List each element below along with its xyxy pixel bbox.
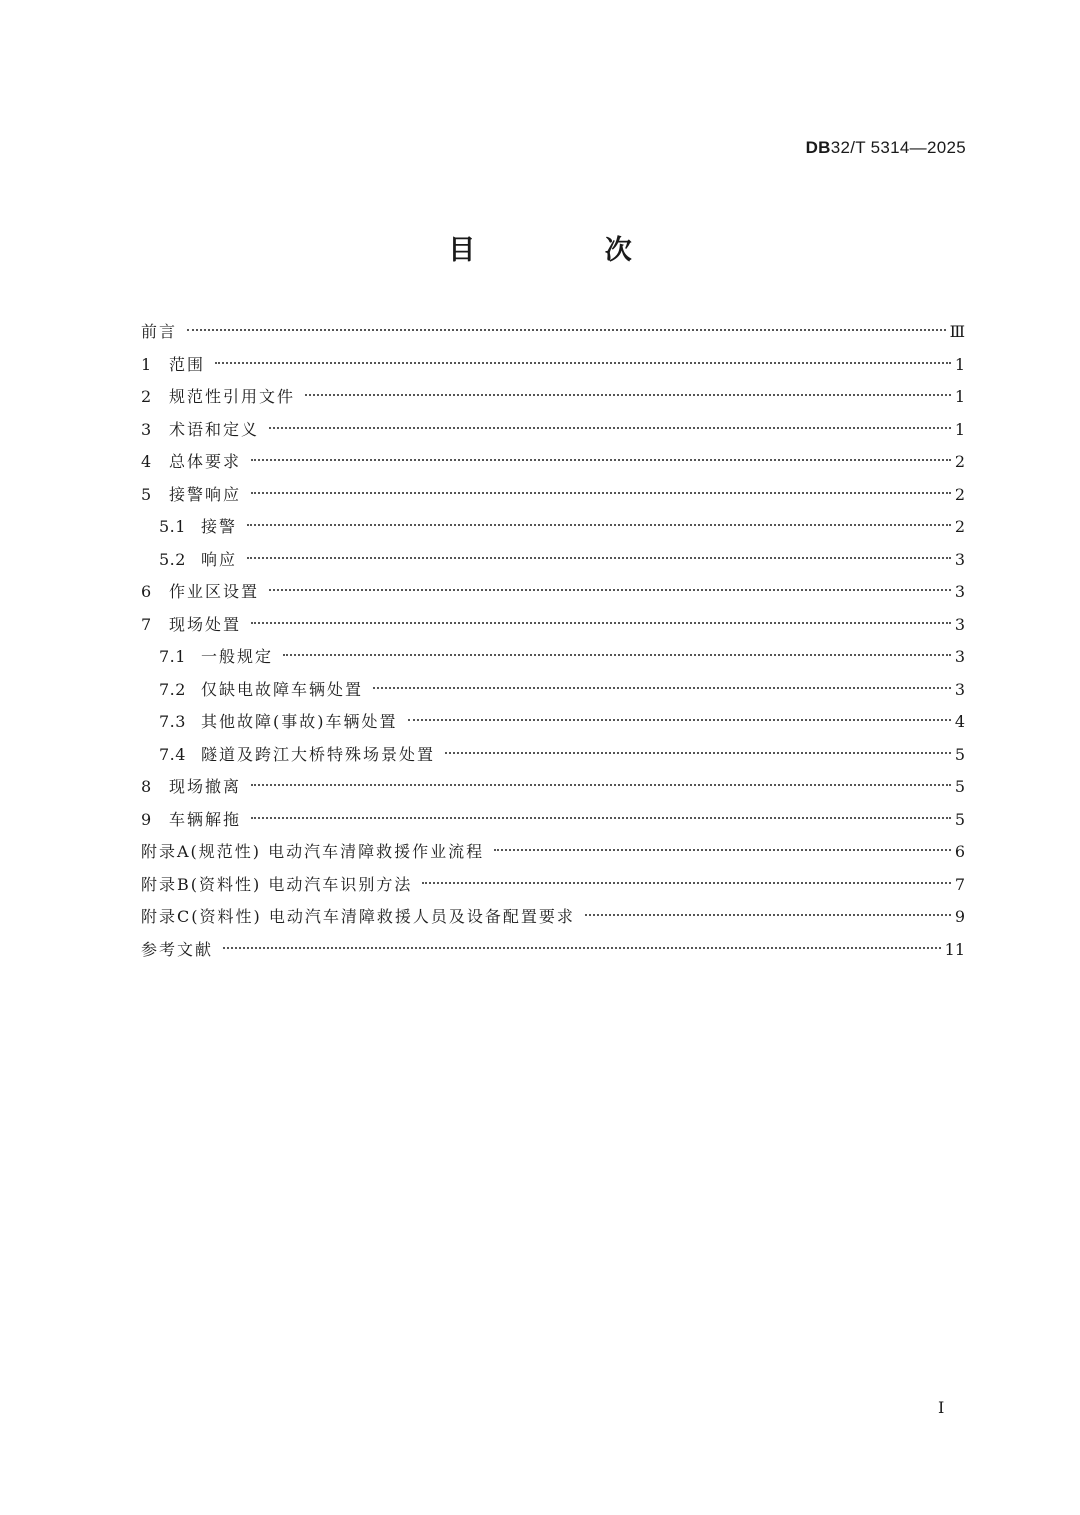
toc-entry-page: 3 — [954, 549, 965, 569]
toc-entry-page: 2 — [954, 484, 965, 504]
toc-entry-page: 3 — [954, 679, 965, 699]
toc-entry-page: 2 — [954, 517, 965, 536]
toc-entry[interactable] — [141, 609, 965, 642]
toc-entry-label: 术语和定义 — [169, 419, 260, 439]
toc-entry[interactable] — [141, 641, 965, 674]
toc-entry[interactable] — [141, 544, 965, 577]
toc-entry[interactable] — [141, 479, 965, 512]
toc-entry-page: 2 — [954, 452, 965, 471]
toc-entry-number: 5 — [141, 484, 152, 504]
toc-entry-page: 1 — [954, 387, 965, 406]
toc-entry-number: 7.1 — [159, 647, 186, 666]
toc-dot-leader — [494, 849, 951, 851]
toc-entry[interactable] — [141, 771, 965, 804]
toc-entry-label: 附录A(规范性) 电动汽车清障救援作业流程 — [141, 842, 485, 861]
toc-dot-leader — [251, 459, 951, 461]
toc-dot-leader — [422, 882, 950, 884]
toc-entry-number: 5.1 — [159, 517, 186, 536]
toc-entry-number: 7.3 — [159, 712, 186, 731]
toc-entry-page: 3 — [954, 582, 965, 601]
toc-entry[interactable] — [141, 901, 965, 934]
toc-entry[interactable] — [141, 706, 965, 739]
toc-entry[interactable] — [141, 934, 965, 967]
toc-dot-leader — [247, 524, 951, 526]
toc-entry-page: Ⅲ — [949, 322, 965, 341]
toc-entry-page: 1 — [954, 354, 965, 374]
toc-entry-label: 仅缺电故障车辆处置 — [201, 679, 364, 699]
toc-entry-page: 3 — [954, 614, 965, 634]
toc-dot-leader — [305, 394, 951, 396]
toc-entry-page: 7 — [954, 874, 965, 894]
toc-entry-label: 一般规定 — [201, 647, 274, 666]
toc-entry[interactable] — [141, 446, 965, 479]
toc-entry-number: 3 — [141, 419, 152, 439]
toc-dot-leader — [251, 784, 951, 786]
toc-entry-number: 1 — [141, 354, 152, 374]
toc-entry-number: 7.4 — [159, 744, 186, 764]
toc-entry[interactable] — [141, 739, 965, 772]
toc-entry-label: 隧道及跨江大桥特殊场景处置 — [201, 744, 436, 764]
toc-entry[interactable] — [141, 836, 965, 869]
page-title: 目 次 — [448, 235, 692, 266]
toc-entry-label: 现场处置 — [169, 614, 242, 634]
toc-entry[interactable] — [141, 804, 965, 837]
toc-dot-leader — [269, 427, 951, 429]
toc-entry[interactable] — [141, 316, 965, 349]
page-number: I — [938, 1398, 945, 1417]
toc-entry[interactable] — [141, 674, 965, 707]
toc-entry-label: 附录C(资料性) 电动汽车清障救援人员及设备配置要求 — [141, 907, 575, 926]
toc-entry-label: 接警响应 — [169, 484, 242, 504]
toc-entry[interactable] — [141, 349, 965, 382]
toc-entry-label: 接警 — [201, 517, 238, 536]
toc-entry-label: 车辆解拖 — [169, 809, 242, 829]
toc-entry-number: 9 — [141, 809, 152, 829]
toc-dot-leader — [223, 947, 941, 949]
toc-dot-leader — [373, 687, 951, 689]
table-of-contents — [141, 316, 965, 966]
document-code-prefix: DB — [805, 138, 831, 157]
toc-entry[interactable] — [141, 414, 965, 447]
toc-entry-page: 11 — [944, 939, 965, 959]
document-code — [806, 138, 966, 158]
toc-entry-label: 参考文献 — [141, 939, 214, 959]
document-code-number: 32/T 5314—2025 — [830, 138, 966, 157]
toc-dot-leader — [269, 589, 951, 591]
toc-dot-leader — [247, 557, 951, 559]
toc-entry-number: 2 — [141, 387, 152, 406]
toc-entry-number: 8 — [141, 777, 152, 796]
toc-entry[interactable] — [141, 381, 965, 414]
toc-dot-leader — [408, 719, 951, 721]
toc-entry-number: 4 — [141, 452, 152, 471]
toc-entry-page: 1 — [954, 419, 965, 439]
toc-dot-leader — [215, 362, 951, 364]
toc-entry-page: 6 — [954, 842, 965, 861]
toc-entry-page: 3 — [954, 647, 965, 666]
toc-entry-label: 作业区设置 — [169, 582, 260, 601]
toc-entry-page: 9 — [954, 907, 965, 926]
toc-entry-page: 5 — [954, 777, 965, 796]
toc-entry-number: 7 — [141, 614, 152, 634]
toc-entry-number: 6 — [141, 582, 152, 601]
toc-dot-leader — [283, 654, 951, 656]
toc-dot-leader — [251, 622, 951, 624]
toc-entry-label: 规范性引用文件 — [169, 387, 296, 406]
toc-entry[interactable] — [141, 511, 965, 544]
toc-entry-number: 7.2 — [159, 679, 186, 699]
toc-entry[interactable] — [141, 576, 965, 609]
toc-entry-label: 现场撤离 — [169, 777, 242, 796]
toc-entry[interactable] — [141, 869, 965, 902]
toc-entry-label: 总体要求 — [169, 452, 242, 471]
toc-dot-leader — [445, 752, 951, 754]
toc-entry-number: 5.2 — [159, 549, 186, 569]
toc-entry-page: 5 — [954, 744, 965, 764]
toc-entry-label: 前言 — [141, 322, 178, 341]
toc-entry-page: 4 — [954, 712, 965, 731]
toc-dot-leader — [187, 329, 946, 331]
toc-dot-leader — [251, 817, 951, 819]
toc-dot-leader — [251, 492, 951, 494]
toc-entry-label: 响应 — [201, 549, 238, 569]
toc-entry-label: 附录B(资料性) 电动汽车识别方法 — [141, 874, 413, 894]
toc-dot-leader — [585, 914, 951, 916]
toc-entry-page: 5 — [954, 809, 965, 829]
toc-entry-label: 范围 — [169, 354, 206, 374]
toc-entry-label: 其他故障(事故)车辆处置 — [201, 712, 398, 731]
